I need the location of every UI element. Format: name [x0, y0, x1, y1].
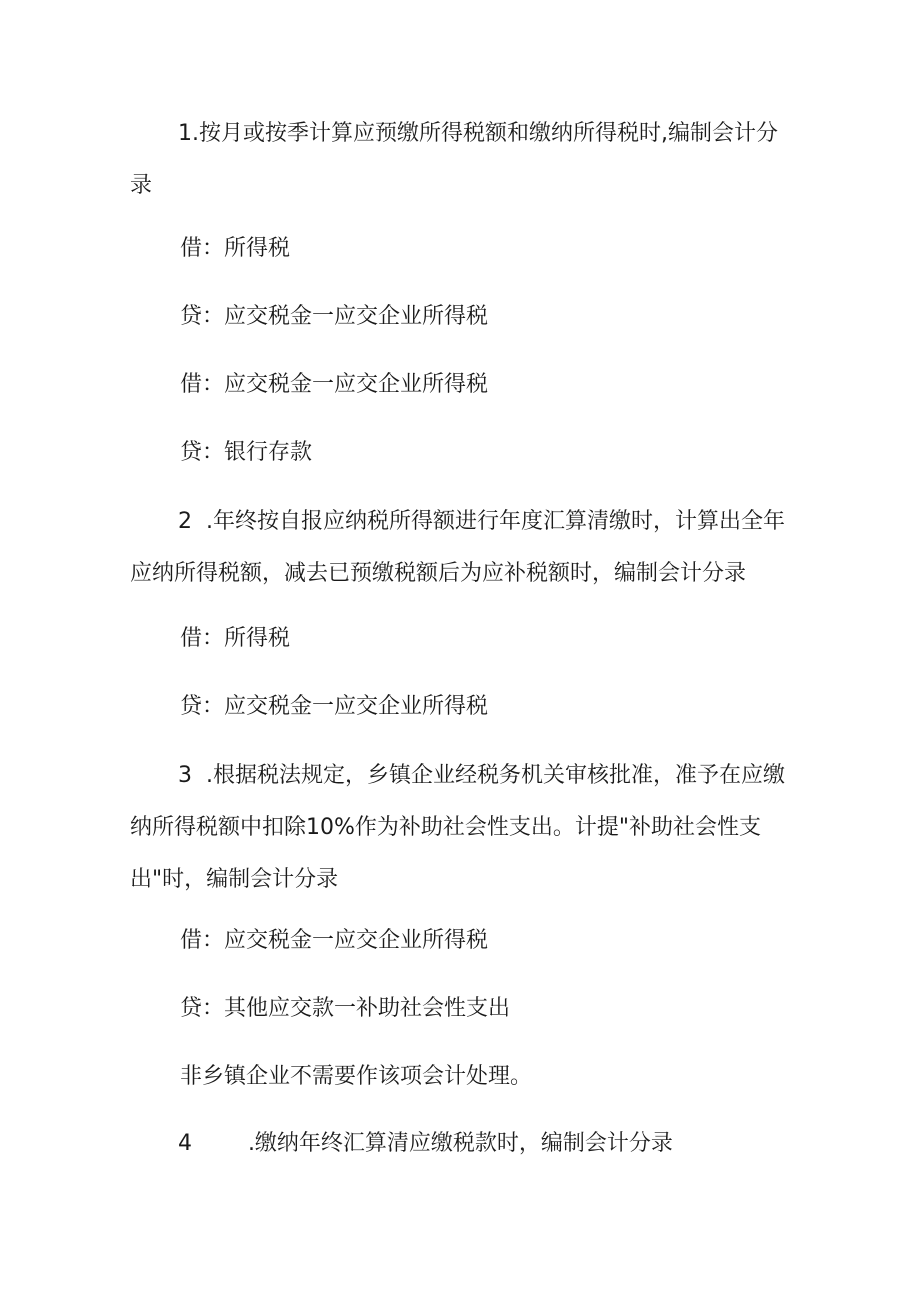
paragraph-1: 1.按月或按季计算应预缴所得税额和缴纳所得税时,编制会计分录	[130, 121, 778, 198]
entry-2-credit: 贷：应交税金一应交企业所得税	[180, 694, 489, 719]
paragraph-2: 2 .年终按自报应纳税所得额进行年度汇算清缴时，计算出全年应纳所得税额，减去已预缴税额后为应补税额时，编制会计分录	[130, 509, 785, 586]
entry-1-debit: 借：所得税	[180, 236, 291, 261]
paragraph-4: 4 .缴纳年终汇算清应缴税款时，编制会计分录	[178, 1131, 673, 1156]
entry-3-note: 非乡镇企业不需要作该项会计处理。	[180, 1064, 533, 1089]
entry-1-debit-2: 借：应交税金一应交企业所得税	[180, 372, 489, 397]
entry-3-credit: 贷：其他应交款一补助社会性支出	[180, 996, 511, 1021]
entry-2-debit: 借：所得税	[180, 626, 291, 651]
entry-1-credit: 贷：应交税金一应交企业所得税	[180, 304, 489, 329]
entry-3-debit: 借：应交税金一应交企业所得税	[180, 928, 489, 953]
paragraph-3: 3 .根据税法规定，乡镇企业经税务机关审核批准，准予在应缴纳所得税额中扣除10%作为补助社会性支出。计提"补助社会性支出"时，编制会计分录	[130, 763, 785, 892]
entry-1-credit-2: 贷：银行存款	[180, 440, 313, 465]
